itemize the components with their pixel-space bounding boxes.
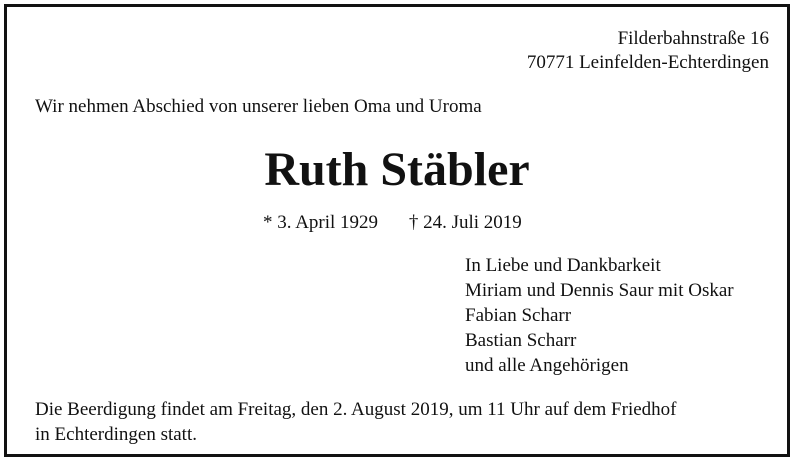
address-city: 70771 Leinfelden-Echterdingen — [526, 52, 769, 73]
mourners-line: Bastian Scharr — [465, 330, 577, 351]
mourners-line: und alle Angehörigen — [465, 355, 629, 376]
funeral-info — [35, 397, 775, 447]
life-dates — [263, 211, 522, 235]
mourners-line: Fabian Scharr — [465, 305, 572, 326]
intro-text: Wir nehmen Abschied von unserer lieben Oma und Uroma — [35, 96, 482, 117]
address-street: Filderbahnstraße 16 — [617, 28, 769, 49]
mourners-line: Miriam und Dennis Saur mit Oskar — [465, 280, 734, 301]
funeral-line-2: in Echterdingen statt. — [35, 424, 197, 445]
funeral-line-1: Die Beerdigung findet am Freitag, den 2. August 2019, um 11 Uhr auf dem Friedhof — [35, 399, 677, 420]
deceased-name: Ruth Stäbler — [264, 143, 530, 196]
birth-date: * 3. April 1929 — [263, 212, 379, 233]
mourners-block — [465, 253, 734, 378]
mourners-line: In Liebe und Dankbarkeit — [465, 255, 661, 276]
obituary-notice — [4, 4, 790, 457]
death-date: † 24. Juli 2019 — [408, 212, 522, 233]
address-block — [527, 27, 769, 75]
